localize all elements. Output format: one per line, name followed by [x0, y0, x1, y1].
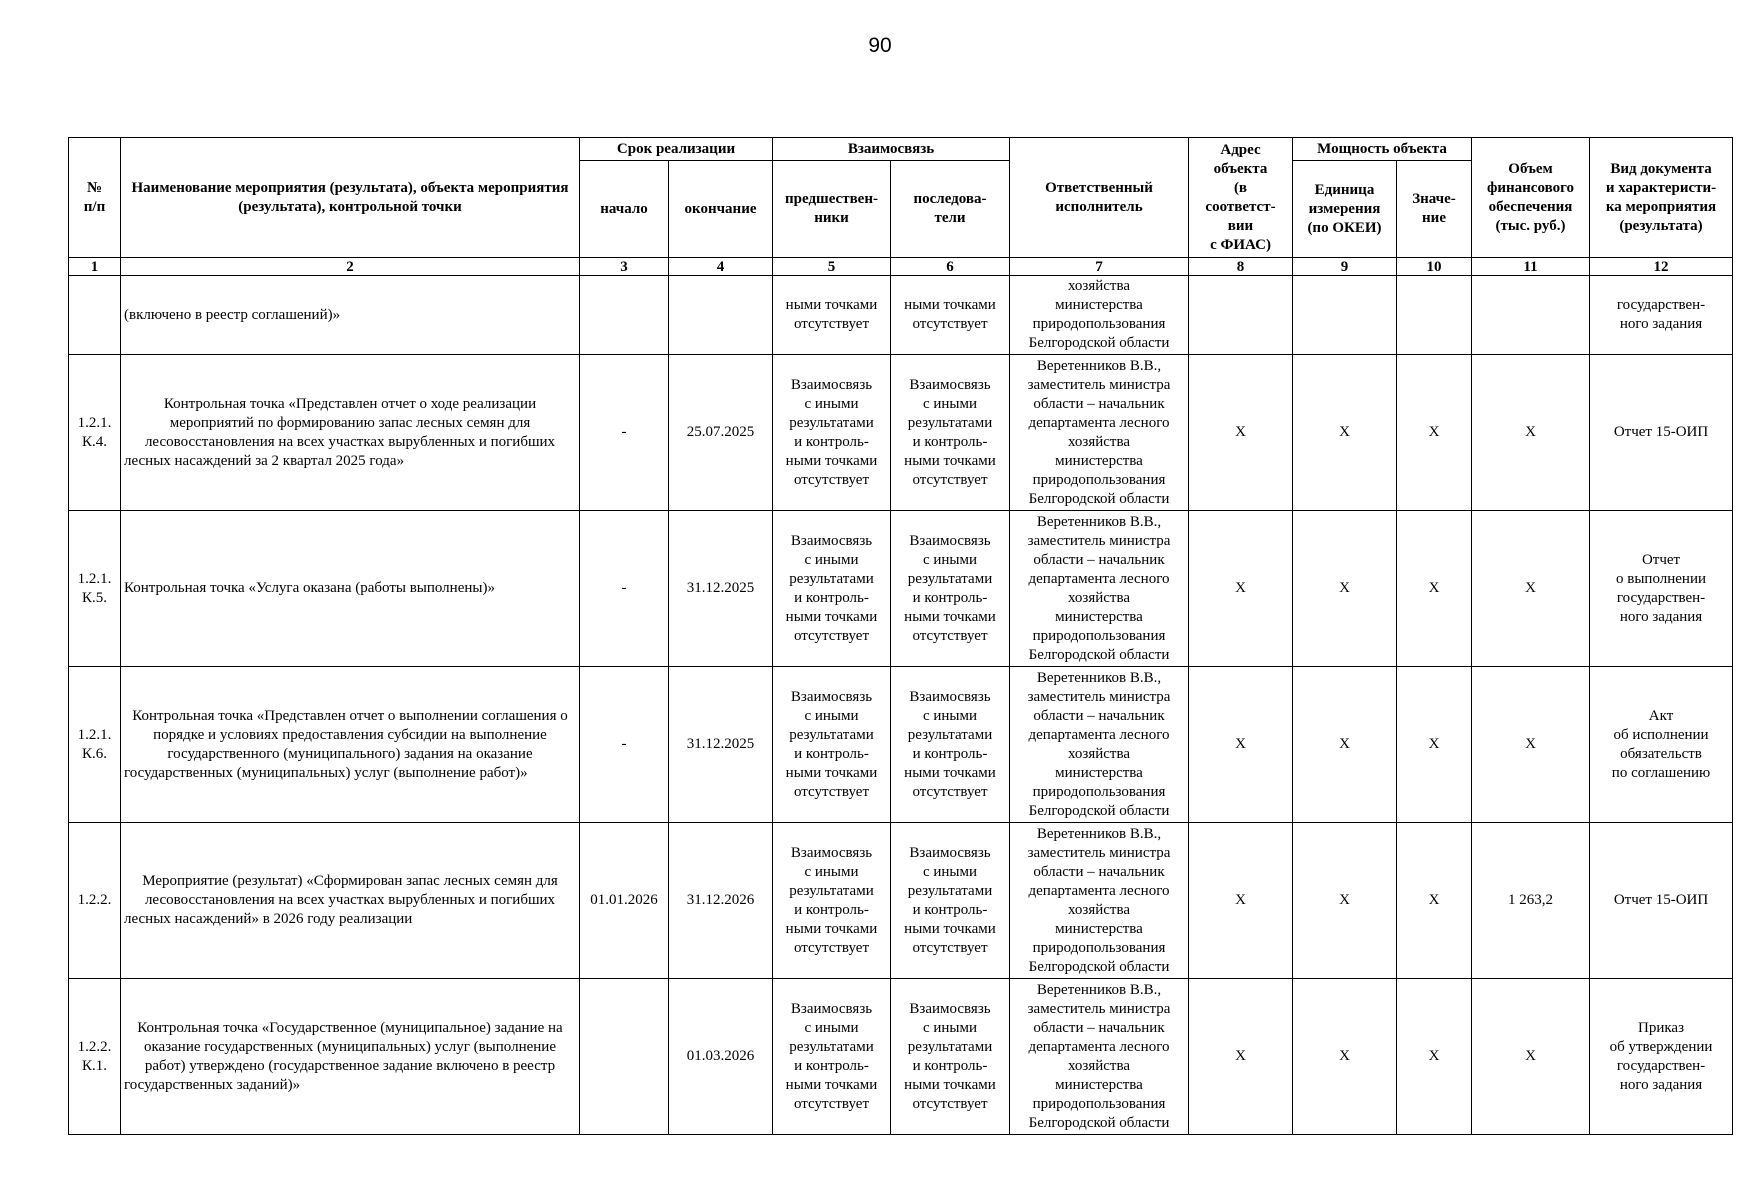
header-group-term: Срок реализации — [580, 138, 773, 161]
table-row — [69, 823, 1733, 979]
table-row — [69, 511, 1733, 667]
column-number: 1 — [69, 258, 121, 276]
cell-finance: X — [1472, 667, 1590, 823]
column-number: 9 — [1293, 258, 1397, 276]
page-number: 90 — [868, 34, 892, 57]
cell-document: Отчет о выполнении государствен- ного задания — [1590, 511, 1733, 667]
cell-value: X — [1397, 979, 1472, 1135]
header-number: № п/п — [69, 138, 121, 258]
cell-responsible: Веретенников В.В., заместитель министра области – начальник департамента лесного хозяйства министерства природопользования Белгородской области — [1010, 979, 1189, 1135]
header-group-capacity: Мощность объекта — [1293, 138, 1472, 161]
cell-address: X — [1189, 355, 1293, 511]
cell-end — [669, 276, 773, 355]
cell-number: 1.2.1. К.5. — [69, 511, 121, 667]
header-group-link: Взаимосвязь — [773, 138, 1010, 161]
column-number: 2 — [121, 258, 580, 276]
column-number: 10 — [1397, 258, 1472, 276]
cell-document: Отчет 15-ОИП — [1590, 355, 1733, 511]
header-successors: последова- тели — [891, 161, 1010, 258]
cell-value: X — [1397, 823, 1472, 979]
header-value: Значе- ние — [1397, 161, 1472, 258]
cell-name: (включено в реестр соглашений)» — [121, 276, 580, 355]
cell-start: - — [580, 355, 669, 511]
cell-predecessors: Взаимосвязь с иными результатами и контроль- ными точками отсутствует — [773, 979, 891, 1135]
cell-responsible: Веретенников В.В., заместитель министра области – начальник департамента лесного хозяйства министерства природопользования Белгородской области — [1010, 511, 1189, 667]
table-header — [69, 138, 1733, 276]
cell-value — [1397, 276, 1472, 355]
header-predecessors: предшествен- ники — [773, 161, 891, 258]
cell-finance: X — [1472, 979, 1590, 1135]
cell-address: X — [1189, 667, 1293, 823]
header-finance: Объем финансового обеспечения (тыс. руб.) — [1472, 138, 1590, 258]
cell-start: 01.01.2026 — [580, 823, 669, 979]
cell-value: X — [1397, 511, 1472, 667]
cell-number: 1.2.2. — [69, 823, 121, 979]
cell-number: 1.2.2. К.1. — [69, 979, 121, 1135]
cell-value: X — [1397, 667, 1472, 823]
cell-finance — [1472, 276, 1590, 355]
cell-successors: Взаимосвязь с иными результатами и контроль- ными точками отсутствует — [891, 823, 1010, 979]
cell-end: 25.07.2025 — [669, 355, 773, 511]
cell-number — [69, 276, 121, 355]
cell-successors: ными точками отсутствует — [891, 276, 1010, 355]
cell-unit — [1293, 276, 1397, 355]
column-number: 8 — [1189, 258, 1293, 276]
table-row — [69, 667, 1733, 823]
table-row — [69, 355, 1733, 511]
cell-unit: X — [1293, 511, 1397, 667]
cell-number: 1.2.1. К.4. — [69, 355, 121, 511]
cell-number: 1.2.1. К.6. — [69, 667, 121, 823]
header-responsible: Ответственный исполнитель — [1010, 138, 1189, 258]
cell-address — [1189, 276, 1293, 355]
cell-end: 01.03.2026 — [669, 979, 773, 1135]
cell-name: Контрольная точка «Услуга оказана (работы выполнены)» — [121, 511, 580, 667]
cell-name: Мероприятие (результат) «Сформирован запас лесных семян для лесовосстановления на всех участках вырубленных и погибших лесных насаждений» в 2026 году реализации — [121, 823, 580, 979]
cell-start: - — [580, 511, 669, 667]
column-number: 7 — [1010, 258, 1189, 276]
cell-responsible: Веретенников В.В., заместитель министра области – начальник департамента лесного хозяйства министерства природопользования Белгородской области — [1010, 823, 1189, 979]
table-row — [69, 979, 1733, 1135]
cell-value: X — [1397, 355, 1472, 511]
cell-document: Акт об исполнении обязательств по соглашению — [1590, 667, 1733, 823]
cell-name: Контрольная точка «Представлен отчет о выполнении соглашения о порядке и условиях предоставления субсидии на выполнение государственного (муниципального) задания на оказание государственных (муниципальных) услуг (выполнение работ)» — [121, 667, 580, 823]
cell-address: X — [1189, 823, 1293, 979]
cell-end: 31.12.2025 — [669, 667, 773, 823]
cell-finance: 1 263,2 — [1472, 823, 1590, 979]
cell-address: X — [1189, 979, 1293, 1135]
cell-predecessors: Взаимосвязь с иными результатами и контроль- ными точками отсутствует — [773, 511, 891, 667]
header-document: Вид документа и характеристи- ка мероприятия (результата) — [1590, 138, 1733, 258]
cell-document: Отчет 15-ОИП — [1590, 823, 1733, 979]
header-end: окончание — [669, 161, 773, 258]
column-number: 4 — [669, 258, 773, 276]
column-number: 6 — [891, 258, 1010, 276]
cell-responsible: Веретенников В.В., заместитель министра области – начальник департамента лесного хозяйства министерства природопользования Белгородской области — [1010, 667, 1189, 823]
cell-end: 31.12.2025 — [669, 511, 773, 667]
header-name: Наименование мероприятия (результата), объекта мероприятия (результата), контрольной точки — [121, 138, 580, 258]
cell-finance: X — [1472, 511, 1590, 667]
cell-name: Контрольная точка «Государственное (муниципальное) задание на оказание государственных (муниципальных) услуг (выполнение работ) утверждено (государственное задание включено в реестр государственных заданий)» — [121, 979, 580, 1135]
cell-predecessors: Взаимосвязь с иными результатами и контроль- ными точками отсутствует — [773, 355, 891, 511]
implementation-plan-table — [68, 137, 1733, 1135]
cell-predecessors: Взаимосвязь с иными результатами и контроль- ными точками отсутствует — [773, 667, 891, 823]
cell-responsible: хозяйства министерства природопользования Белгородской области — [1010, 276, 1189, 355]
table-row-continuation — [69, 276, 1733, 355]
cell-successors: Взаимосвязь с иными результатами и контроль- ными точками отсутствует — [891, 355, 1010, 511]
cell-successors: Взаимосвязь с иными результатами и контроль- ными точками отсутствует — [891, 979, 1010, 1135]
cell-successors: Взаимосвязь с иными результатами и контроль- ными точками отсутствует — [891, 511, 1010, 667]
column-number: 3 — [580, 258, 669, 276]
cell-start — [580, 276, 669, 355]
cell-start: - — [580, 667, 669, 823]
cell-predecessors: ными точками отсутствует — [773, 276, 891, 355]
cell-unit: X — [1293, 355, 1397, 511]
header-start: начало — [580, 161, 669, 258]
cell-unit: X — [1293, 823, 1397, 979]
cell-successors: Взаимосвязь с иными результатами и контроль- ными точками отсутствует — [891, 667, 1010, 823]
cell-predecessors: Взаимосвязь с иными результатами и контроль- ными точками отсутствует — [773, 823, 891, 979]
header-address: Адрес объекта (в соответст- вии с ФИАС) — [1189, 138, 1293, 258]
cell-finance: X — [1472, 355, 1590, 511]
cell-start — [580, 979, 669, 1135]
cell-responsible: Веретенников В.В., заместитель министра области – начальник департамента лесного хозяйства министерства природопользования Белгородской области — [1010, 355, 1189, 511]
cell-unit: X — [1293, 979, 1397, 1135]
cell-name: Контрольная точка «Представлен отчет о ходе реализации мероприятий по формированию запас лесных семян для лесовосстановления на всех участках вырубленных и погибших лесных насаждений за 2 квартал 2025 года» — [121, 355, 580, 511]
cell-document: государствен- ного задания — [1590, 276, 1733, 355]
cell-document: Приказ об утверждении государствен- ного задания — [1590, 979, 1733, 1135]
cell-end: 31.12.2026 — [669, 823, 773, 979]
column-number: 5 — [773, 258, 891, 276]
cell-address: X — [1189, 511, 1293, 667]
cell-unit: X — [1293, 667, 1397, 823]
column-number: 12 — [1590, 258, 1733, 276]
header-unit: Единица измерения (по ОКЕИ) — [1293, 161, 1397, 258]
column-number: 11 — [1472, 258, 1590, 276]
